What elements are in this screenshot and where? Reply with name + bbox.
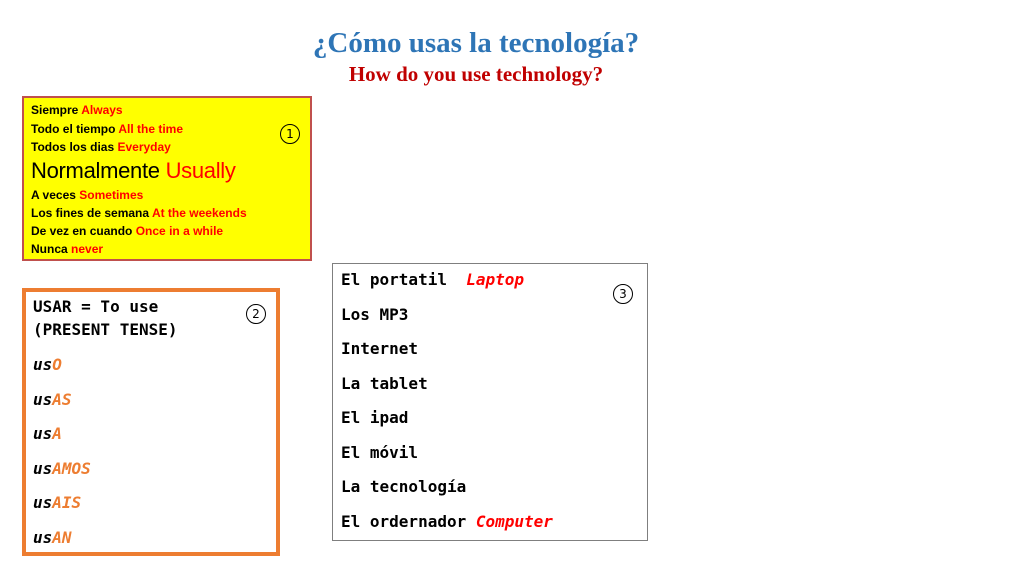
conjugation-item: usAN bbox=[33, 528, 72, 547]
page-subtitle: How do you use technology? bbox=[348, 62, 604, 86]
vocab-item: La tecnología bbox=[341, 477, 467, 496]
verb-header: USAR = To use bbox=[33, 297, 159, 316]
verb-tense-label: (PRESENT TENSE) bbox=[33, 320, 178, 339]
conjugation-item: usO bbox=[33, 355, 62, 374]
frequency-item: De vez en cuando Once in a while bbox=[31, 224, 224, 238]
frequency-item: Siempre Always bbox=[31, 103, 123, 117]
conjugation-item: usAS bbox=[33, 390, 72, 409]
frequency-item: Normalmente Usually bbox=[31, 158, 236, 183]
frequency-item: Los fines de semana At the weekends bbox=[31, 206, 247, 220]
frequency-item: Todo el tiempo All the time bbox=[31, 122, 184, 136]
conjugation-item: usA bbox=[33, 424, 62, 443]
technology-vocab-box bbox=[332, 263, 648, 541]
vocab-item: El portatil Laptop bbox=[341, 270, 525, 289]
page-title: ¿Cómo usas la tecnología? bbox=[312, 27, 640, 59]
frequency-item: Todos los dias Everyday bbox=[31, 140, 171, 154]
vocab-item: Internet bbox=[341, 339, 419, 358]
section-number-badge: 2 bbox=[246, 304, 266, 324]
section-number-badge: 3 bbox=[613, 284, 633, 304]
vocab-item: El móvil bbox=[341, 443, 419, 462]
frequency-box bbox=[22, 96, 312, 261]
frequency-item: A veces Sometimes bbox=[31, 188, 144, 202]
section-number-badge: 1 bbox=[280, 124, 300, 144]
vocab-item: El ordernador Computer bbox=[341, 512, 553, 531]
vocab-item: La tablet bbox=[341, 374, 428, 393]
verb-conjugation-box bbox=[22, 288, 280, 556]
vocab-item: Los MP3 bbox=[341, 305, 409, 324]
conjugation-item: usAIS bbox=[33, 493, 82, 512]
conjugation-item: usAMOS bbox=[33, 459, 91, 478]
vocab-item: El ipad bbox=[341, 408, 409, 427]
frequency-item: Nunca never bbox=[31, 242, 104, 256]
